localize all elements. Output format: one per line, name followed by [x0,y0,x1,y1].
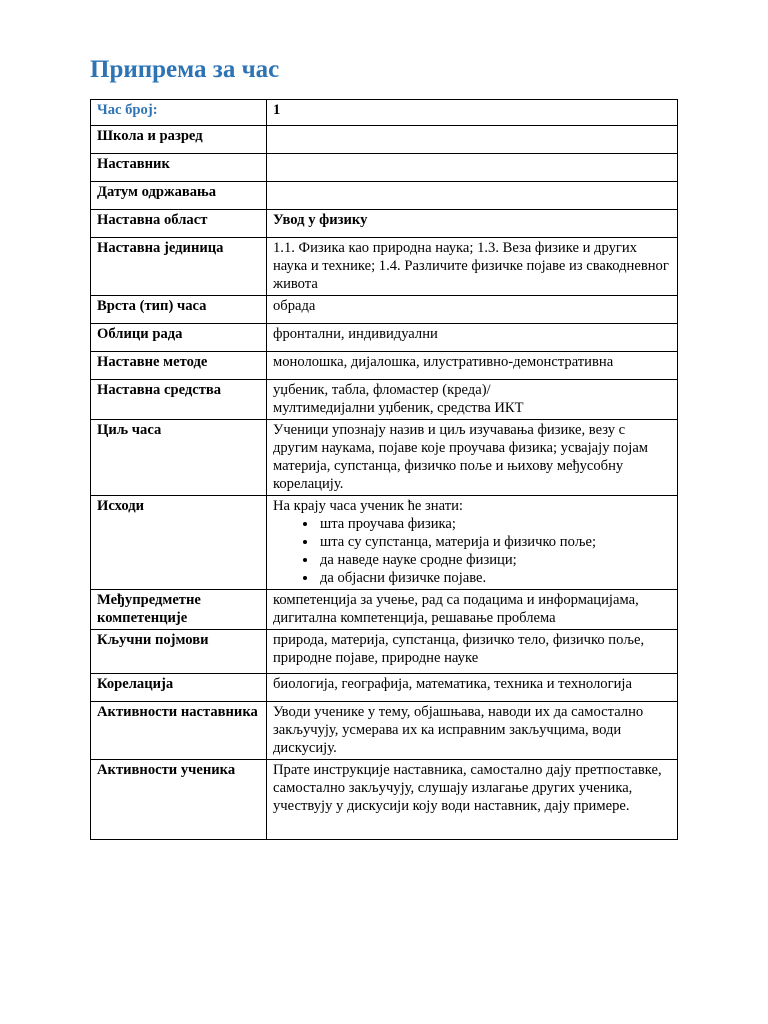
outcome-item: • да наведе науке сродне физици; [318,551,671,569]
row-teaching-unit [91,238,678,296]
label-school-grade: Школа и разред [91,126,267,154]
label-teacher: Наставник [91,154,267,182]
outcome-item: • да објасни физичке појаве. [318,569,671,587]
row-correlation [91,674,678,702]
label-cross-curricular: Међупредметне компетенције [91,590,267,630]
label-subject-area: Наставна област [91,210,267,238]
label-lesson-number: Час број: [91,100,267,126]
value-subject-area: Увод у физику [267,210,678,238]
label-outcomes: Исходи [91,496,267,590]
row-teaching-aids [91,380,678,420]
outcomes-intro: На крају часа ученик ће знати: [273,498,463,514]
row-school-grade [91,126,678,154]
value-teaching-aids [267,380,678,420]
value-student-activities: Прате инструкције наставника, самостално дају претпоставке, самостално закључују, слушају излагање других ученика, учествују у дискусији коју води наставник, дају примере. [267,760,678,840]
label-goal: Циљ часа [91,420,267,496]
row-lesson-number [91,100,678,126]
value-date [267,182,678,210]
label-teaching-aids: Наставна средства [91,380,267,420]
value-work-forms: фронтални, индивидуални [267,324,678,352]
label-key-terms: Кључни појмови [91,630,267,674]
value-teacher [267,154,678,182]
label-work-forms: Облици рада [91,324,267,352]
page-title: Припрема за час [90,56,280,83]
value-teaching-unit: 1.1. Физика као природна наука; 1.3. Веза физике и других наука и технике; 1.4. Различите физичке појаве из свакодневног живота [267,238,678,296]
value-key-terms: природа, материја, супстанца, физичко тело, физичко поље, природне појаве, природне науке [267,630,678,674]
row-goal [91,420,678,496]
row-outcomes [91,496,678,590]
row-date [91,182,678,210]
label-lesson-type: Врста (тип) часа [91,296,267,324]
teaching-aids-line-1: уџбеник, табла, фломастер (креда)/ [273,382,491,398]
label-teaching-methods: Наставне методе [91,352,267,380]
label-teaching-unit: Наставна јединица [91,238,267,296]
value-teacher-activities: Уводи ученике у тему, објашњава, наводи их да самостално закључују, усмерава их ка исправним закључцима, води дискусију. [267,702,678,760]
label-correlation: Корелација [91,674,267,702]
outcome-item: • шта су супстанца, материја и физичко поље; [318,533,671,551]
row-teacher [91,154,678,182]
value-outcomes [267,496,678,590]
row-work-forms [91,324,678,352]
row-cross-curricular [91,590,678,630]
value-correlation: биологија, географија, математика, техника и технологија [267,674,678,702]
teaching-aids-line-2: мултимедијални уџбеник, средства ИКТ [273,400,524,416]
value-cross-curricular: компетенција за учење, рад са подацима и информацијама, дигитална компетенција, решавање проблема [267,590,678,630]
row-teaching-methods [91,352,678,380]
row-teacher-activities [91,702,678,760]
row-subject-area [91,210,678,238]
row-lesson-type [91,296,678,324]
label-date: Датум одржавања [91,182,267,210]
value-lesson-number: 1 [267,100,678,126]
value-lesson-type: обрада [267,296,678,324]
label-student-activities: Активности ученика [91,760,267,840]
label-teacher-activities: Активности наставника [91,702,267,760]
outcome-item: • шта проучава физика; [318,515,671,533]
row-key-terms [91,630,678,674]
value-goal: Ученици упознају назив и циљ изучавања физике, везу с другим наукама, појаве које проучава физика; усвајају појам материја, супстанца, физичко поље и њихову међусобну корелацију. [267,420,678,496]
value-school-grade [267,126,678,154]
outcomes-list [273,515,671,587]
value-teaching-methods: монолошка, дијалошка, илустративно-демонстративна [267,352,678,380]
lesson-plan-table [90,99,678,840]
row-student-activities [91,760,678,840]
